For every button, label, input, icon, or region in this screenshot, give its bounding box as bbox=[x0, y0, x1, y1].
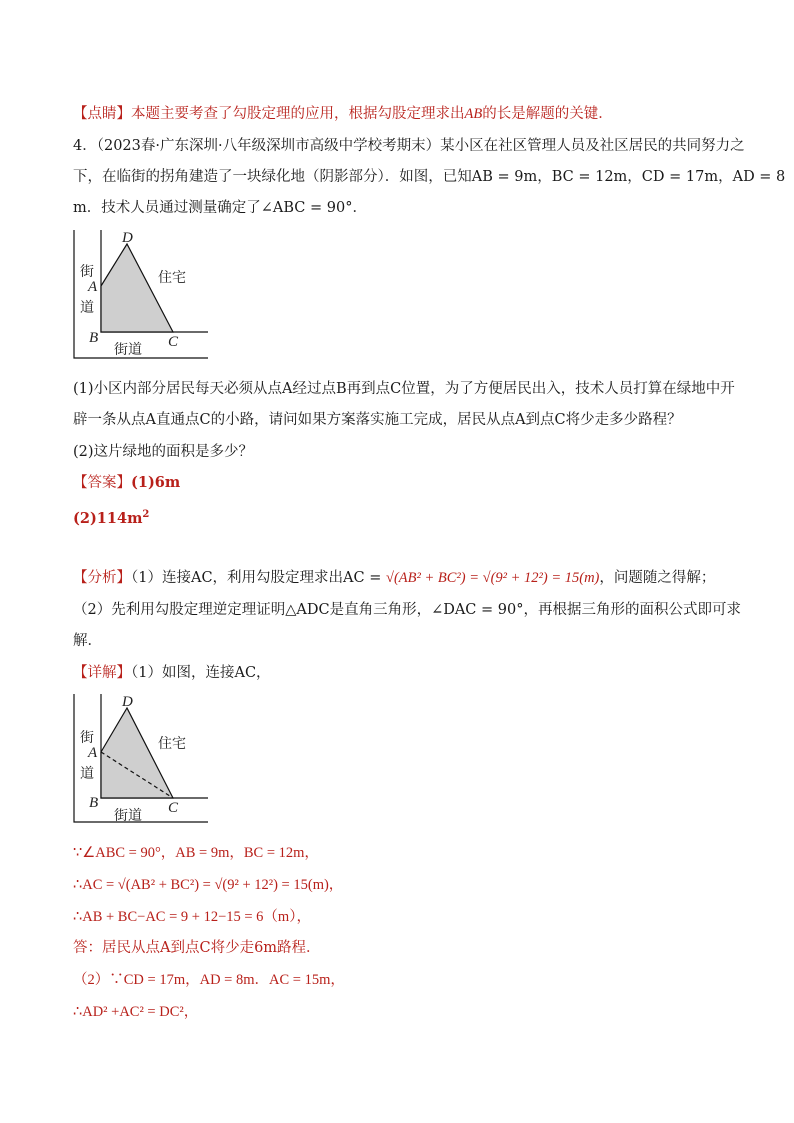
analysis-tag: 【分析】 bbox=[73, 570, 131, 586]
solution-figure bbox=[70, 692, 215, 827]
answer-1: (1)6m bbox=[131, 474, 181, 491]
answer-tag: 【答案】 bbox=[73, 475, 131, 491]
street-vertical-2-2: 道 bbox=[80, 766, 94, 782]
dianjing-text: 本题主要考查了勾股定理的应用，根据勾股定理求出 bbox=[131, 106, 465, 122]
dianjing-tail: 的长是解题的关键． bbox=[482, 106, 613, 122]
analysis-l1-math: √(AB² + BC²) = √(9² + 12²) = 15(m) bbox=[385, 570, 600, 586]
analysis-l1-tail: ，问题随之得解； bbox=[599, 570, 716, 586]
label-c-2: C bbox=[168, 800, 179, 816]
detail-step-5: （2）∵CD = 17m，AD = 8m．AC = 15m， bbox=[73, 972, 345, 988]
green-area-shape-2 bbox=[101, 708, 173, 798]
label-c: C bbox=[168, 334, 179, 350]
dianjing-tag: 【点睛】 bbox=[73, 106, 131, 122]
street-horizontal: 街道 bbox=[114, 342, 142, 358]
answer-2-sup: 2 bbox=[142, 509, 150, 520]
detail-intro: （1）如图，连接AC， bbox=[131, 665, 271, 681]
label-d: D bbox=[122, 230, 133, 246]
problem-line-3: m．技术人员通过测量确定了∠ABC = 90°． bbox=[73, 200, 367, 216]
label-a: A bbox=[88, 279, 98, 295]
detail-step-2: ∴AC = √(AB² + BC²) = √(9² + 12²) = 15(m)， bbox=[73, 877, 344, 893]
street-vertical-2: 道 bbox=[80, 300, 94, 316]
label-a-2: A bbox=[88, 745, 98, 761]
detail-step-3: ∴AB + BC−AC = 9 + 12−15 = 6（m）， bbox=[73, 909, 311, 925]
problem-figure bbox=[70, 228, 215, 363]
analysis-line-3: 解． bbox=[73, 633, 102, 649]
question-2: (2)这片绿地的面积是多少？ bbox=[73, 444, 254, 460]
label-d-2: D bbox=[122, 694, 133, 710]
residence-label-2: 住宅 bbox=[158, 736, 186, 752]
street-horizontal-2: 街道 bbox=[114, 808, 142, 824]
answer-line bbox=[73, 473, 180, 493]
label-b-2: B bbox=[89, 795, 99, 811]
problem-line-2: 下，在临街的拐角建造了一块绿化地（阴影部分）．如图，已知AB = 9m，BC = 12m，CD = 17m，AD = 8 bbox=[73, 169, 786, 185]
analysis-line-2: （2）先利用勾股定理逆定理证明△ADC是直角三角形，∠DAC = 90°，再根据三角形的面积公式即可求 bbox=[73, 602, 741, 618]
detail-step-6: ∴AD² +AC² = DC²， bbox=[73, 1004, 199, 1020]
problem-line-1: 4．（2023春·广东深圳·八年级深圳市高级中学校考期末）某小区在社区管理人员及社区居民的共同努力之 bbox=[73, 138, 745, 154]
street-vertical-1: 街 bbox=[80, 264, 94, 280]
label-b: B bbox=[89, 330, 99, 346]
analysis-l1-text: （1）连接AC，利用勾股定理求出AC = bbox=[131, 570, 386, 586]
residence-label: 住宅 bbox=[158, 270, 186, 286]
analysis-line-1 bbox=[73, 568, 715, 588]
dianjing-var: AB bbox=[464, 106, 483, 122]
green-area-shape bbox=[101, 244, 173, 332]
detail-tag: 【详解】 bbox=[73, 665, 131, 681]
detail-line-intro bbox=[73, 663, 271, 683]
answer-line-2 bbox=[73, 505, 149, 529]
question-1-line-1: (1)小区内部分居民每天必须从点A经过点B再到点C位置，为了方便居民出入，技术人员打算在绿地中开 bbox=[73, 381, 735, 397]
question-1-line-2: 辟一条从点A直通点C的小路，请问如果方案落实施工完成，居民从点A到点C将少走多少路程？ bbox=[73, 412, 682, 428]
street-vertical-1-2: 街 bbox=[80, 730, 94, 746]
answer-2: (2)114m bbox=[73, 509, 143, 527]
dianjing-line bbox=[73, 104, 613, 124]
detail-step-4: 答：居民从点A到点C将少走6m路程． bbox=[73, 940, 321, 956]
detail-step-1: ∵∠ABC = 90°，AB = 9m，BC = 12m， bbox=[73, 845, 319, 861]
